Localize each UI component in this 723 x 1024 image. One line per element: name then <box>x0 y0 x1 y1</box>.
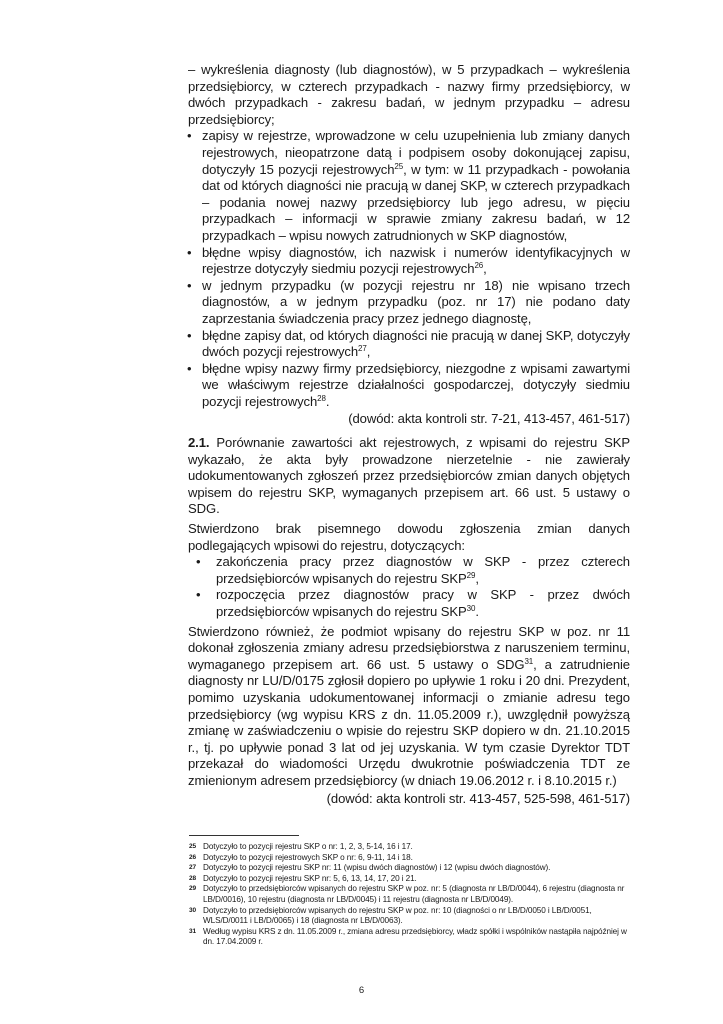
bullet-icon: • <box>187 277 192 293</box>
list-item-text: . <box>475 604 479 619</box>
bullet-icon: • <box>196 554 201 570</box>
list-item-text: błędne zapisy dat, od których diagności nie pracują w danej SKP, dotyczyły dwóch pozycji rejestrowych <box>202 327 630 360</box>
list-item-text: błędne wpisy diagnostów, ich nazwisk i numerów identyfikacyjnych w rejestrze dotyczyły siedmiu pozycji rejestrowych <box>202 244 630 277</box>
bullet-icon: • <box>187 327 192 343</box>
page-number: 6 <box>358 985 365 996</box>
footnote-number: 27 <box>189 864 197 872</box>
footnote-text: Dotyczyło to pozycji rejestrowych SKP o nr: 6, 9-11, 14 i 18. <box>203 852 413 862</box>
footnote-text: Dotyczyło to pozycji rejestru SKP nr: 5, 6, 13, 14, 17, 20 i 21. <box>203 873 417 883</box>
footnote-ref[interactable]: 28 <box>317 393 326 403</box>
list-item-text: , w tym: w 11 przypadkach - powołania dat od których diagności nie pracują w danej SKP, w czterech przypadkach – podania nowej nazwy przedsiębiorcy lub jego adresu, w pięciu przypadkach – informacji w sprawie zmiany zakresu badań, w 12 przypadkach – wpisu nowych zatrudnionych w SKP diagnostów, <box>202 161 630 243</box>
footnote-ref[interactable]: 27 <box>358 344 367 354</box>
footnote <box>189 842 629 853</box>
footnote-number: 26 <box>189 853 197 861</box>
footnote-number: 30 <box>189 906 197 914</box>
footnote <box>189 884 629 905</box>
list-item-text: w jednym przypadku (w pozycji rejestru nr 18) nie wpisano trzech diagnostów, a w jednym przypadku (poz. nr 17) nie podano daty zaprzestania świadczenia pracy przez jednego diagnostę, <box>202 277 630 326</box>
footnote-divider <box>189 835 299 836</box>
footnote-text: Według wypisu KRS z dn. 11.05.2009 r., zmiana adresu przedsiębiorcy, władz spółki i wspólników nastąpiła najpóźniej w dn. 17.04.2009 r. <box>203 926 627 947</box>
list-item-text: błędne wpisy nazwy firmy przedsiębiorcy, niezgodne z wpisami zawartymi we właściwym rejestrze działalności gospodarczej, dotyczyły siedmiu pozycji rejestrowych <box>202 360 630 409</box>
list-item <box>188 361 630 411</box>
evidence-note: (dowód: akta kontroli str. 7-21, 413-457, 461-517) <box>348 411 630 427</box>
list-item <box>188 128 630 244</box>
footnote-text: Dotyczyło to przedsiębiorców wpisanych do rejestru SKP w poz. nr: 5 (diagnosta nr LB/D/0044), 6 rejestru (diagnosta nr LB/D/0016), 10 rejestru (diagnosta nr LB/D/0045) i 11 rejestru (diagnosta nr LB/D/0049). <box>203 884 625 904</box>
paragraph: Stwierdzono brak pisemnego dowodu zgłoszenia zmian danych podlegających wpisowi do rejestru, dotyczących: <box>188 521 630 553</box>
list-item <box>196 554 630 587</box>
footnote-text: Dotyczyło to pozycji rejestru SKP nr: 11 (wpisu dwóch diagnostów) i 12 (wpisu dwóch diagnostów). <box>203 863 551 873</box>
list-item-text: zakończenia pracy przez diagnostów w SKP - przez czterech przedsiębiorców wpisanych do rejestru SKP <box>216 554 630 586</box>
footnote <box>189 863 629 874</box>
footnote-text: Dotyczyło to przedsiębiorców wpisanych do rejestru SKP w poz. nr: 10 (diagności o nr LB/D/0050 i LB/D/0051, WLS/D/0011 i LB/D/0065) i 18 (diagnosta nr LB/D/0063). <box>203 905 592 926</box>
bullet-icon: • <box>187 128 192 144</box>
list-item <box>188 278 630 328</box>
evidence-note: (dowód: akta kontroli str. 413-457, 525-598, 461-517) <box>326 790 630 806</box>
intro-paragraph: – wykreślenia diagnosty (lub diagnostów), w 5 przypadkach – wykreślenia przedsiębiorcy, w czterech przypadkach - nazwy firmy przedsiębiorcy, w dwóch przypadkach - zakresu badań, w jednym przypadku – adresu przedsiębiorcy; <box>188 62 630 127</box>
footnote-text: Dotyczyło to pozycji rejestru SKP o nr: 1, 2, 3, 5-14, 16 i 17. <box>203 842 413 851</box>
footnote-ref[interactable]: 25 <box>394 161 404 171</box>
bullet-icon: • <box>187 360 192 376</box>
section-paragraph <box>188 435 630 518</box>
footnote-number: 29 <box>189 885 197 893</box>
footnote <box>189 874 629 885</box>
list-item <box>196 587 630 620</box>
footnote-number: 31 <box>189 927 197 935</box>
sub-list <box>196 554 630 620</box>
footnote-ref[interactable]: 31 <box>524 656 534 666</box>
list-item <box>188 328 630 361</box>
footnote <box>189 906 629 927</box>
list-item-text: , <box>475 570 479 586</box>
footnote-ref[interactable]: 26 <box>474 261 484 271</box>
list-item-text: , <box>483 261 487 277</box>
footnote-number: 25 <box>189 843 197 850</box>
footnote-ref[interactable]: 30 <box>466 604 476 613</box>
list-item-text: , <box>366 344 371 360</box>
main-text <box>188 62 630 807</box>
footnote-ref[interactable]: 29 <box>466 570 476 580</box>
paragraph-text: Stwierdzono również, że podmiot wpisany do rejestru SKP w poz. nr 11 dokonał zgłoszenia zmiany adresu przedsiębiorstwa z naruszeniem terminu, wymaganego przepisem art. 66 ust. 5 ustawy o SDG <box>188 623 630 672</box>
bullet-icon: • <box>196 587 201 603</box>
list-item-text: . <box>325 393 330 409</box>
footnote-number: 28 <box>189 874 197 882</box>
footnote <box>189 853 629 864</box>
paragraph <box>188 624 630 790</box>
list-item-text: rozpoczęcia przez diagnostów pracy w SKP - przez dwóch przedsiębiorców wpisanych do rejestru SKP <box>216 587 630 619</box>
bullet-icon: • <box>187 244 192 260</box>
section-text: Porównanie zawartości akt rejestrowych, z wpisami do rejestru SKP wykazało, że akta były prowadzone nierzetelnie - nie zawierały udokumentowanych zgłoszeń przez przedsiębiorców zmian danych objętych wpisem do rejestru SKP, wymaganych przepisem art. 66 ust. 5 ustawy o SDG. <box>188 435 630 517</box>
list-item <box>188 245 630 278</box>
section-number: 2.1. <box>188 435 210 451</box>
footnotes <box>189 842 629 948</box>
footnote <box>189 927 629 948</box>
findings-list <box>188 128 630 410</box>
paragraph-text: , a zatrudnienie diagnosty nr LU/D/0175 zgłosił dopiero po upływie 1 roku i 20 dni. Prezydent, pomimo uzyskania udokumentowanej informacji o zmianie adresu tego przedsiębiorcy (wg wypisu KRS z dn. 11.05.2009 r.), uwzględnił powyższą zmianę w zaświadczeniu o wpisie do rejestru SKP dopiero w dn. 21.10.2015 r., tj. po upływie ponad 3 lat od jej uzyskania. W tym czasie Dyrektor TDT przekazał do wiadomości Urzędu dwukrotnie poświadczenia TDT ze zmienionym adresem przedsiębiorcy (w dniach 19.06.2012 r. i 8.10.2015 r.) <box>188 656 630 788</box>
list-item-text: zapisy w rejestrze, wprowadzone w celu uzupełnienia lub zmiany danych rejestrowych, nieopatrzone datą i podpisem osoby dokonującej zapisu, dotyczyły 15 pozycji rejestrowych <box>202 128 630 177</box>
